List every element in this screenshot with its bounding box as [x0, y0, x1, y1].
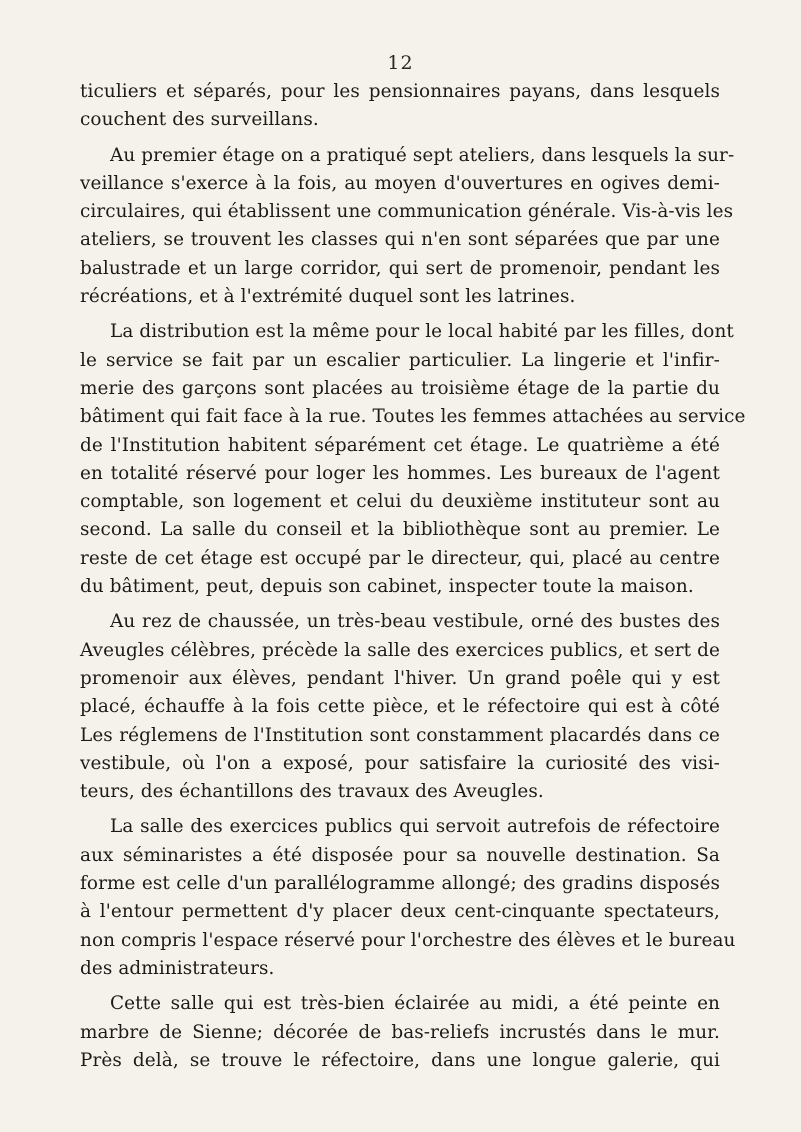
text-line: second. La salle du conseil et la bibliothèque sont au premier. Le — [80, 519, 720, 541]
paragraph — [80, 318, 746, 601]
paragraph-gap — [80, 135, 720, 142]
text-line: teurs, des échantillons des travaux des Aveugles. — [80, 781, 544, 803]
text-line: Au premier étage on a pratiqué sept ateliers, dans lesquels la sur- — [110, 144, 735, 166]
text-line: veillance s'exerce à la fois, au moyen d'ouvertures en ogives demi- — [80, 172, 720, 194]
text-line: bâtiment qui fait face à la rue. Toutes les femmes attachées au service — [80, 406, 746, 428]
body-text — [80, 78, 746, 1075]
text-line: couchent des surveillans. — [80, 109, 319, 131]
text-line: le service se fait par un escalier particulier. La lingerie et l'infir- — [80, 349, 720, 371]
text-line: des administrateurs. — [80, 957, 275, 979]
paragraph-gap — [80, 601, 720, 608]
text-line: en totalité réservé pour loger les hommes. Les bureaux de l'agent — [80, 462, 720, 484]
paragraph — [80, 608, 720, 806]
paragraph-gap — [80, 983, 720, 990]
text-line: La salle des exercices publics qui servoit autrefois de réfectoire — [110, 816, 720, 838]
text-line: marbre de Sienne; décorée de bas-reliefs incrustés dans le mur. — [80, 1021, 720, 1043]
paragraph — [80, 813, 736, 983]
text-line: Au rez de chaussée, un très-beau vestibule, orné des bustes des — [110, 611, 720, 633]
text-line: Les réglemens de l'Institution sont constamment placardés dans ce — [80, 724, 720, 746]
text-line: de l'Institution habitent séparément cet étage. Le quatrième a été — [80, 434, 720, 456]
text-line: circulaires, qui établissent une communication générale. Vis-à-vis les — [80, 201, 734, 223]
paragraph-gap — [80, 311, 720, 318]
text-line: placé, échauffe à la fois cette pièce, et le réfectoire qui est à côté — [80, 696, 720, 718]
text-line: non compris l'espace réservé pour l'orchestre des élèves et le bureau — [80, 929, 736, 951]
page-number: 12 — [387, 52, 414, 74]
text-line: merie des garçons sont placées au troisième étage de la partie du — [80, 377, 720, 399]
text-line: comptable, son logement et celui du deuxième instituteur sont au — [80, 491, 720, 513]
paragraph — [80, 142, 735, 312]
text-line: reste de cet étage est occupé par le directeur, qui, placé au centre — [80, 547, 720, 569]
text-line: Aveugles célèbres, précède la salle des exercices publics, et sert de — [80, 639, 720, 661]
text-line: La distribution est la même pour le local habité par les filles, dont — [110, 321, 734, 343]
paragraph — [80, 990, 720, 1075]
text-line: balustrade et un large corridor, qui sert de promenoir, pendant les — [80, 257, 720, 279]
text-line: ticuliers et séparés, pour les pensionnaires payans, dans lesquels — [80, 81, 720, 102]
text-line: promenoir aux élèves, pendant l'hiver. Un grand poêle qui y est — [80, 667, 720, 689]
text-line: forme est celle d'un parallélogramme allongé; des gradins disposés — [80, 873, 720, 895]
text-line: Près delà, se trouve le réfectoire, dans une longue galerie, qui — [80, 1049, 720, 1071]
text-line: ateliers, se trouvent les classes qui n'en sont séparées que par une — [80, 229, 720, 251]
paragraph-gap — [80, 806, 720, 813]
text-line: récréations, et à l'extrémité duquel sont les latrines. — [80, 286, 576, 308]
paragraph — [80, 78, 720, 135]
text-line: à l'entour permettent d'y placer deux cent-cinquante spectateurs, — [80, 901, 720, 923]
text-line: du bâtiment, peut, depuis son cabinet, inspecter toute la maison. — [80, 576, 694, 598]
text-line: Cette salle qui est très-bien éclairée au midi, a été peinte en — [110, 993, 720, 1015]
text-line: vestibule, où l'on a exposé, pour satisfaire la curiosité des visi- — [80, 752, 720, 774]
text-line: aux séminaristes a été disposée pour sa nouvelle destination. Sa — [80, 844, 720, 866]
